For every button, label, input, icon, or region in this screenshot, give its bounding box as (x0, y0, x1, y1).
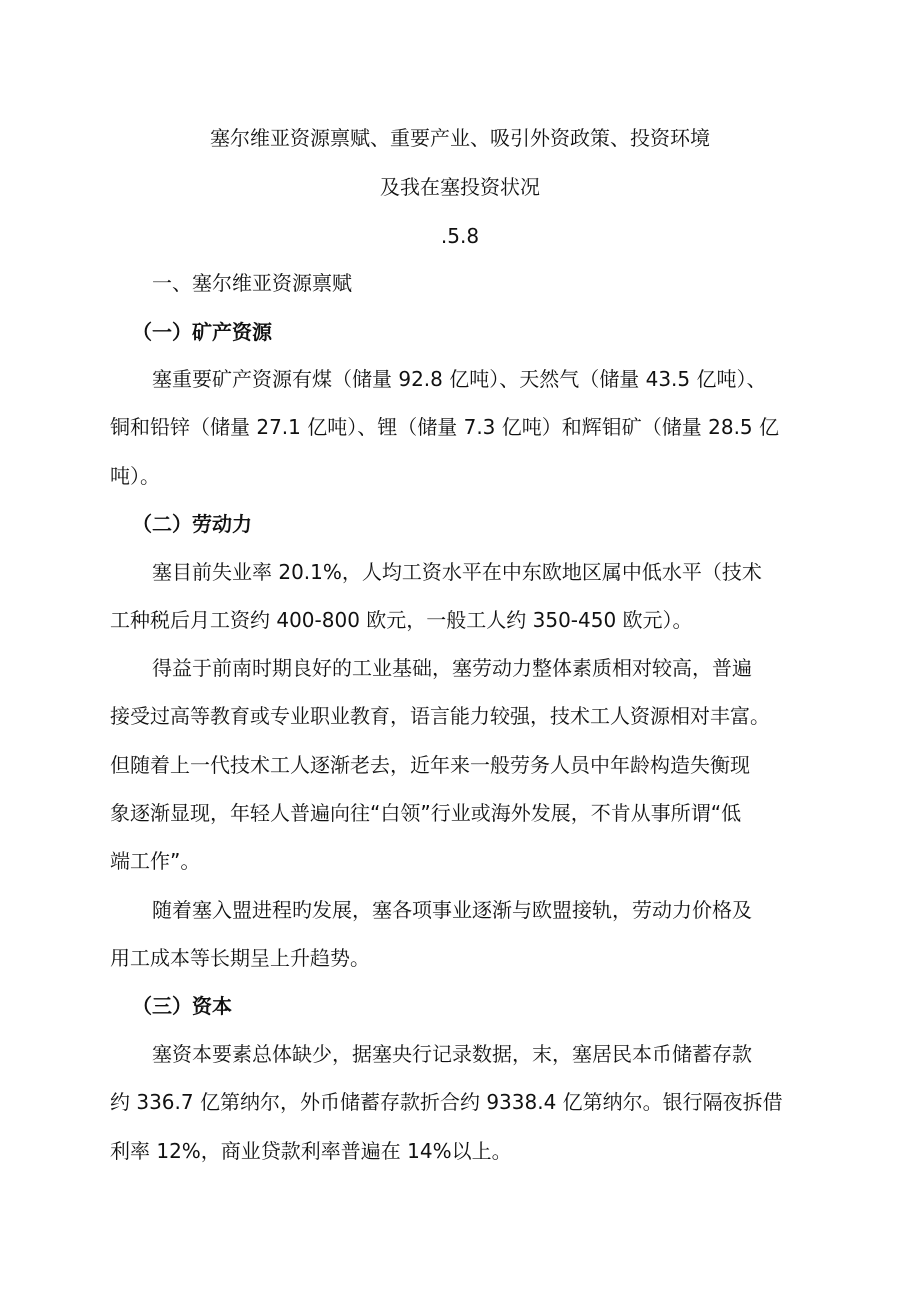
paragraph-labor-quality: 得益于前南时期良好的工业基础，塞劳动力整体素质相对较高，普遍 接受过高等教育或专业职业教育，语言能力较强，技术工人资源相对丰富。 但随着上一代技术工人逐渐老去，近年来一般劳务人员中年龄构造失衡现 象逐渐显现，年轻人普遍向往“白领”行业或海外发展，不肯从事所谓“低 端工作”。 (110, 656, 770, 874)
subsection-heading-labor: （二）劳动力 (132, 512, 252, 536)
subsection-heading-minerals: （一）矿产资源 (132, 320, 272, 344)
paragraph-capital: 塞资本要素总体缺少，据塞央行记录数据，末，塞居民本币储蓄存款 约 336.7 亿第纳尔，外币储蓄存款折合约 9338.4 亿第纳尔。银行隔夜拆借 利率 12%，商业贷款利率普遍在 14%以上。 (110, 1042, 783, 1163)
document-date: .5.8 (440, 224, 480, 248)
paragraph-labor-trend: 随着塞入盟进程旳发展，塞各项事业逐渐与欧盟接轨，劳动力价格及 用工成本等长期呈上升趋势。 (110, 898, 752, 971)
section-heading-resources: 一、塞尔维亚资源禀赋 (152, 271, 352, 295)
paragraph-labor-wages: 塞目前失业率 20.1%，人均工资水平在中东欧地区属中低水平（技术 工种税后月工资约 400-800 欧元，一般工人约 350-450 欧元）。 (110, 560, 762, 633)
document-title-line2: 及我在塞投资状况 (380, 175, 540, 199)
subsection-heading-capital: （三）资本 (132, 994, 232, 1018)
document-title-line1: 塞尔维亚资源禀赋、重要产业、吸引外资政策、投资环境 (210, 126, 710, 150)
paragraph-minerals: 塞重要矿产资源有煤（储量 92.8 亿吨）、天然气（储量 43.5 亿吨）、 铜和铅锌（储量 27.1 亿吨）、锂（储量 7.3 亿吨）和辉钼矿（储量 28.5 亿 吨）。 (110, 367, 780, 488)
